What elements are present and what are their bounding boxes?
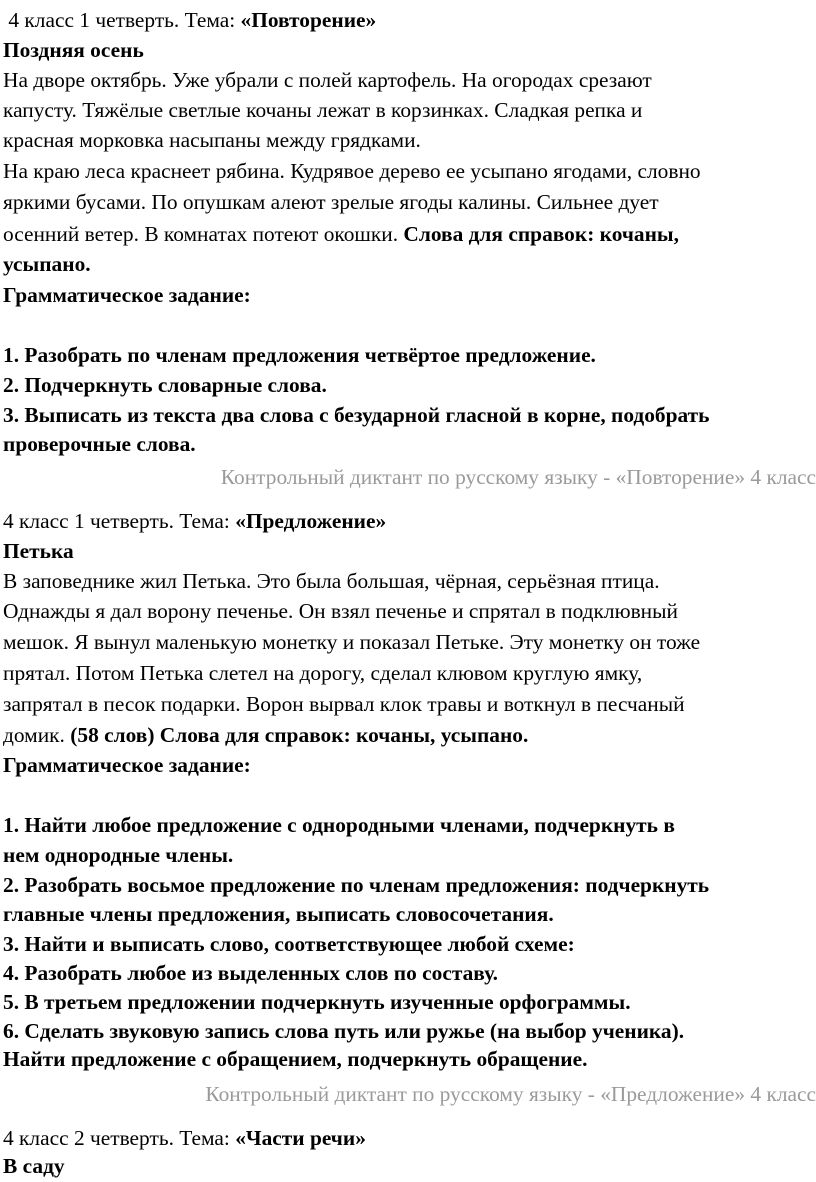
section1-text-line: капусту. Тяжёлые светлые кочаны лежат в корзинках. Сладкая репка и (3, 98, 643, 122)
section2-task: 1. Найти любое предложение с однородными членами, подчеркнуть в (3, 813, 675, 837)
section1-text-last-plain: осенний ветер. В комнатах потеют окошки. (3, 222, 404, 246)
section2-footer: Контрольный диктант по русскому языку - «Предложение» 4 класс (205, 1082, 816, 1106)
section3-title: В саду (3, 1154, 65, 1178)
section1-text-line: красная морковка насыпаны между грядками. (3, 128, 421, 152)
section2-reference-words: (58 слов) Слова для справок: кочаны, усыпано. (70, 723, 529, 747)
section2-task: Найти предложение с обращением, подчеркнуть обращение. (3, 1047, 588, 1071)
section2-text-line: мешок. Я вынул маленькую монетку и показал Петьке. Эту монетку он тоже (3, 630, 701, 654)
section2-task: 5. В третьем предложении подчеркнуть изученные орфограммы. (3, 990, 631, 1014)
section2-task: нем однородные члены. (3, 843, 234, 867)
section1-heading-prefix: 4 класс 1 четверть. Тема: (8, 8, 241, 32)
section1-text-line: На дворе октябрь. Уже убрали с полей картофель. На огородах срезают (3, 68, 652, 92)
section1-reference-words: Слова для справок: кочаны, (403, 222, 679, 246)
section1-task: проверочные слова. (3, 432, 196, 456)
section2-text-last-plain: домик. (3, 723, 71, 747)
section2-text-line: Однажды я дал ворону печенье. Он взял печенье и спрятал в подклювный (3, 599, 678, 623)
section1-task-heading: Грамматическое задание: (3, 283, 251, 307)
section3-heading (3, 1124, 815, 1152)
section3-heading-prefix: 4 класс 2 четверть. Тема: (3, 1126, 236, 1150)
section1-heading-topic: «Повторение» (240, 8, 377, 32)
section2-heading (3, 507, 815, 535)
section2-text-line: прятал. Потом Петька слетел на дорогу, сделал клювом круглую ямку, (3, 661, 643, 685)
section1-task: 1. Разобрать по членам предложения четвёртое предложение. (3, 343, 596, 367)
section2-task: 3. Найти и выписать слово, соответствующее любой схеме: (3, 932, 575, 956)
section2-task: 6. Сделать звуковую запись слова путь или ружье (на выбор ученика). (3, 1019, 685, 1043)
section2-text-last (3, 721, 815, 749)
section1-task: 2. Подчеркнуть словарные слова. (3, 373, 327, 397)
section2-text-line: В заповеднике жил Петька. Это была большая, чёрная, серьёзная птица. (3, 569, 660, 593)
section1-title: Поздняя осень (3, 38, 144, 62)
section2-task: 2. Разобрать восьмое предложение по членам предложения: подчеркнуть (3, 873, 710, 897)
section1-footer: Контрольный диктант по русскому языку - «Повторение» 4 класс (220, 465, 816, 489)
section2-task: 4. Разобрать любое из выделенных слов по составу. (3, 961, 499, 985)
section1-text-last (3, 220, 815, 248)
section1-text-line: яркими бусами. По опушкам алеют зрелые ягоды калины. Сильнее дует (3, 190, 659, 214)
section2-task-heading: Грамматическое задание: (3, 753, 251, 777)
section2-heading-topic: «Предложение» (235, 509, 387, 533)
section1-task: 3. Выписать из текста два слова с безударной гласной в корне, подобрать (3, 403, 710, 427)
section2-title: Петька (3, 539, 74, 563)
section2-task: главные члены предложения, выписать словосочетания. (3, 902, 554, 926)
section1-reference-words-cont: усыпано. (3, 252, 91, 276)
section2-heading-prefix: 4 класс 1 четверть. Тема: (3, 509, 236, 533)
section1-heading (3, 6, 815, 34)
section1-text-line: На краю леса краснеет рябина. Кудрявое дерево ее усыпано ягодами, словно (3, 159, 701, 183)
section2-text-line: запрятал в песок подарки. Ворон вырвал клок травы и воткнул в песчаный (3, 692, 685, 716)
section3-heading-topic: «Части речи» (235, 1126, 366, 1150)
